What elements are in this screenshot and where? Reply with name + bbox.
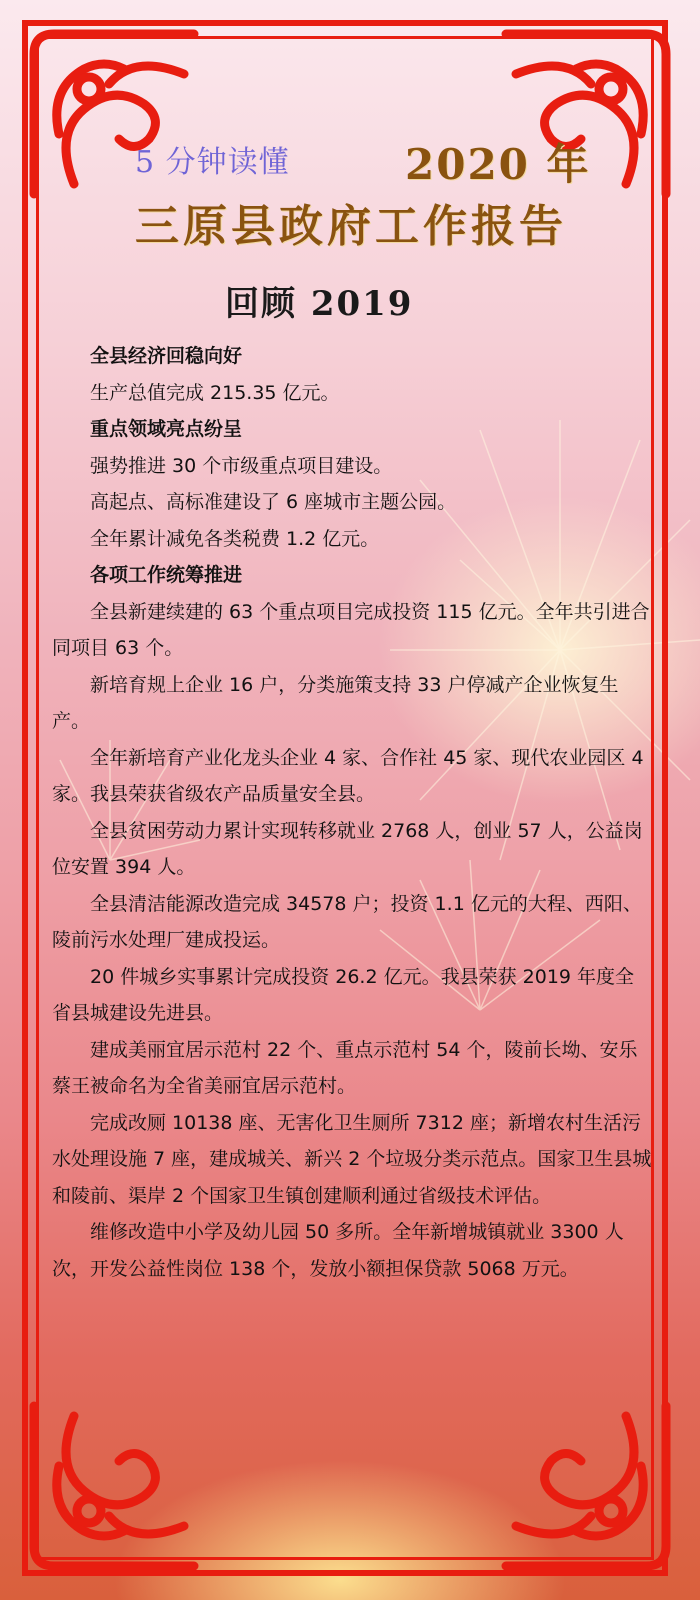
paragraph: 全县贫困劳动力累计实现转移就业 2768 人，创业 57 人，公益岗位安置 394 人。	[52, 819, 643, 878]
paragraph: 全年累计减免各类税费 1.2 亿元。	[90, 527, 380, 550]
paragraph: 生产总值完成 215.35 亿元。	[90, 381, 340, 404]
paragraph: 完成改厕 10138 座、无害化卫生厕所 7312 座；新增农村生活污水处理设施 7 座，建成城关、新兴 2 个垃圾分类示范点。国家卫生县城和陵前、渠岸 2 个国家卫生镇创建顺利通过省级技术评估。	[52, 1111, 652, 1207]
subtitle: 5 分钟读懂	[135, 145, 290, 180]
section-heading: 重点领域亮点纷呈	[90, 418, 243, 440]
paragraph: 全年新培育产业化龙头企业 4 家、合作社 45 家、现代农业园区 4 家。我县荣获省级农产品质量安全县。	[52, 746, 644, 805]
report-year: 2020 年	[405, 140, 591, 189]
paragraph: 建成美丽宜居示范村 22 个、重点示范村 54 个，陵前长坳、安乐蔡王被命名为全省美丽宜居示范村。	[52, 1038, 638, 1097]
ornament-corner-bottom-right	[496, 1396, 686, 1586]
page-title: 三原县政府工作报告	[135, 201, 567, 252]
section-heading: 各项工作统筹推进	[90, 564, 243, 586]
paragraph: 20 件城乡实事累计完成投资 26.2 亿元。我县荣获 2019 年度全省县城建设先进县。	[52, 965, 635, 1024]
review-heading: 回顾 2019	[225, 284, 414, 324]
paragraph: 全县新建续建的 63 个重点项目完成投资 115 亿元。全年共引进合同项目 63 个。	[52, 600, 650, 659]
section-heading: 全县经济回稳向好	[90, 345, 243, 367]
paragraph: 高起点、高标准建设了 6 座城市主题公园。	[90, 491, 457, 513]
paragraph: 全县清洁能源改造完成 34578 户；投资 1.1 亿元的大程、西阳、陵前污水处理厂建成投运。	[52, 892, 642, 951]
paragraph: 维修改造中小学及幼儿园 50 多所。全年新增城镇就业 3300 人次，开发公益性岗位 138 个，发放小额担保贷款 5068 万元。	[52, 1221, 624, 1280]
paragraph: 新培育规上企业 16 户，分类施策支持 33 户停减产企业恢复生产。	[52, 673, 619, 732]
ornament-corner-bottom-left	[14, 1396, 204, 1586]
report-body	[52, 338, 652, 1287]
paragraph: 强势推进 30 个市级重点项目建设。	[90, 454, 393, 477]
